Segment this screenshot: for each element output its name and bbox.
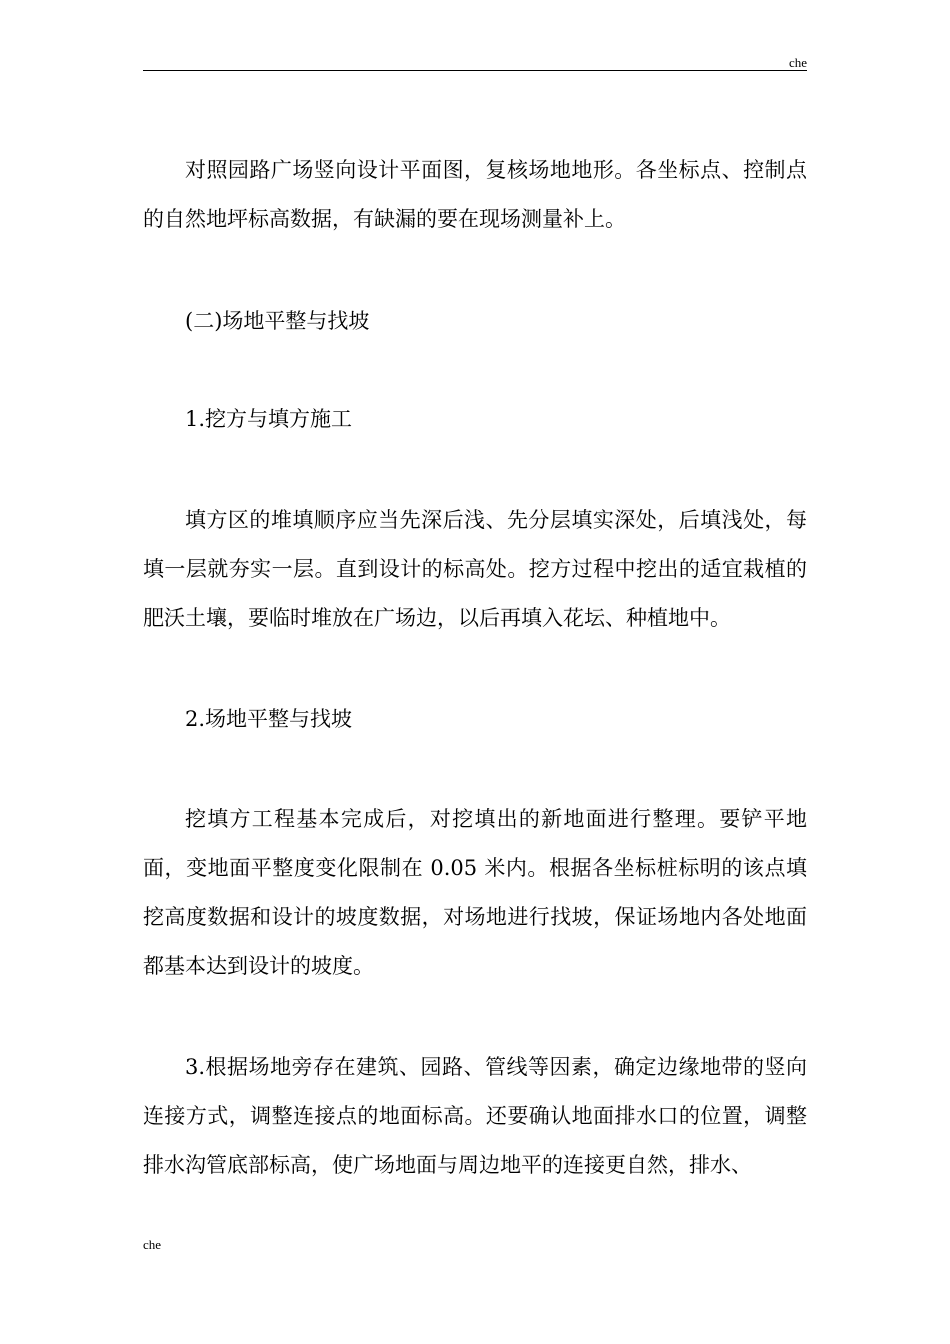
paragraph-fill-order: 填方区的堆填顺序应当先深后浅、先分层填实深处，后填浅处，每填一层就夯实一层。直到设计的标高处。挖方过程中挖出的适宜栽植的肥沃土壤，要临时堆放在广场边，以后再填入花坛、种植地中。	[143, 508, 807, 630]
paragraph-edge-connection: 3.根据场地旁存在建筑、园路、管线等因素，确定边缘地带的竖向连接方式，调整连接点的地面标高。还要确认地面排水口的位置，调整排水沟管底部标高，使广场地面与周边地平的连接更自然，排水、	[143, 1055, 807, 1177]
subheading-cut-and-fill: 1.挖方与填方施工	[185, 407, 353, 431]
page-header-text: che	[788, 55, 807, 70]
paragraph-survey: 对照园路广场竖向设计平面图，复核场地地形。各坐标点、控制点的自然地坪标高数据，有缺漏的要在现场测量补上。	[143, 158, 807, 231]
page-footer-text: che	[143, 1237, 162, 1252]
subheading-leveling-slope: 2.场地平整与找坡	[185, 707, 353, 731]
header-rule	[143, 70, 807, 71]
paragraph-leveling: 挖填方工程基本完成后，对挖填出的新地面进行整理。要铲平地面，变地面平整度变化限制在 0.05 米内。根据各坐标桩标明的该点填挖高度数据和设计的坡度数据，对场地进行找坡，保证场地内各处地面都基本达到设计的坡度。	[143, 807, 807, 978]
section-heading-leveling: (二)场地平整与找坡	[185, 309, 370, 333]
